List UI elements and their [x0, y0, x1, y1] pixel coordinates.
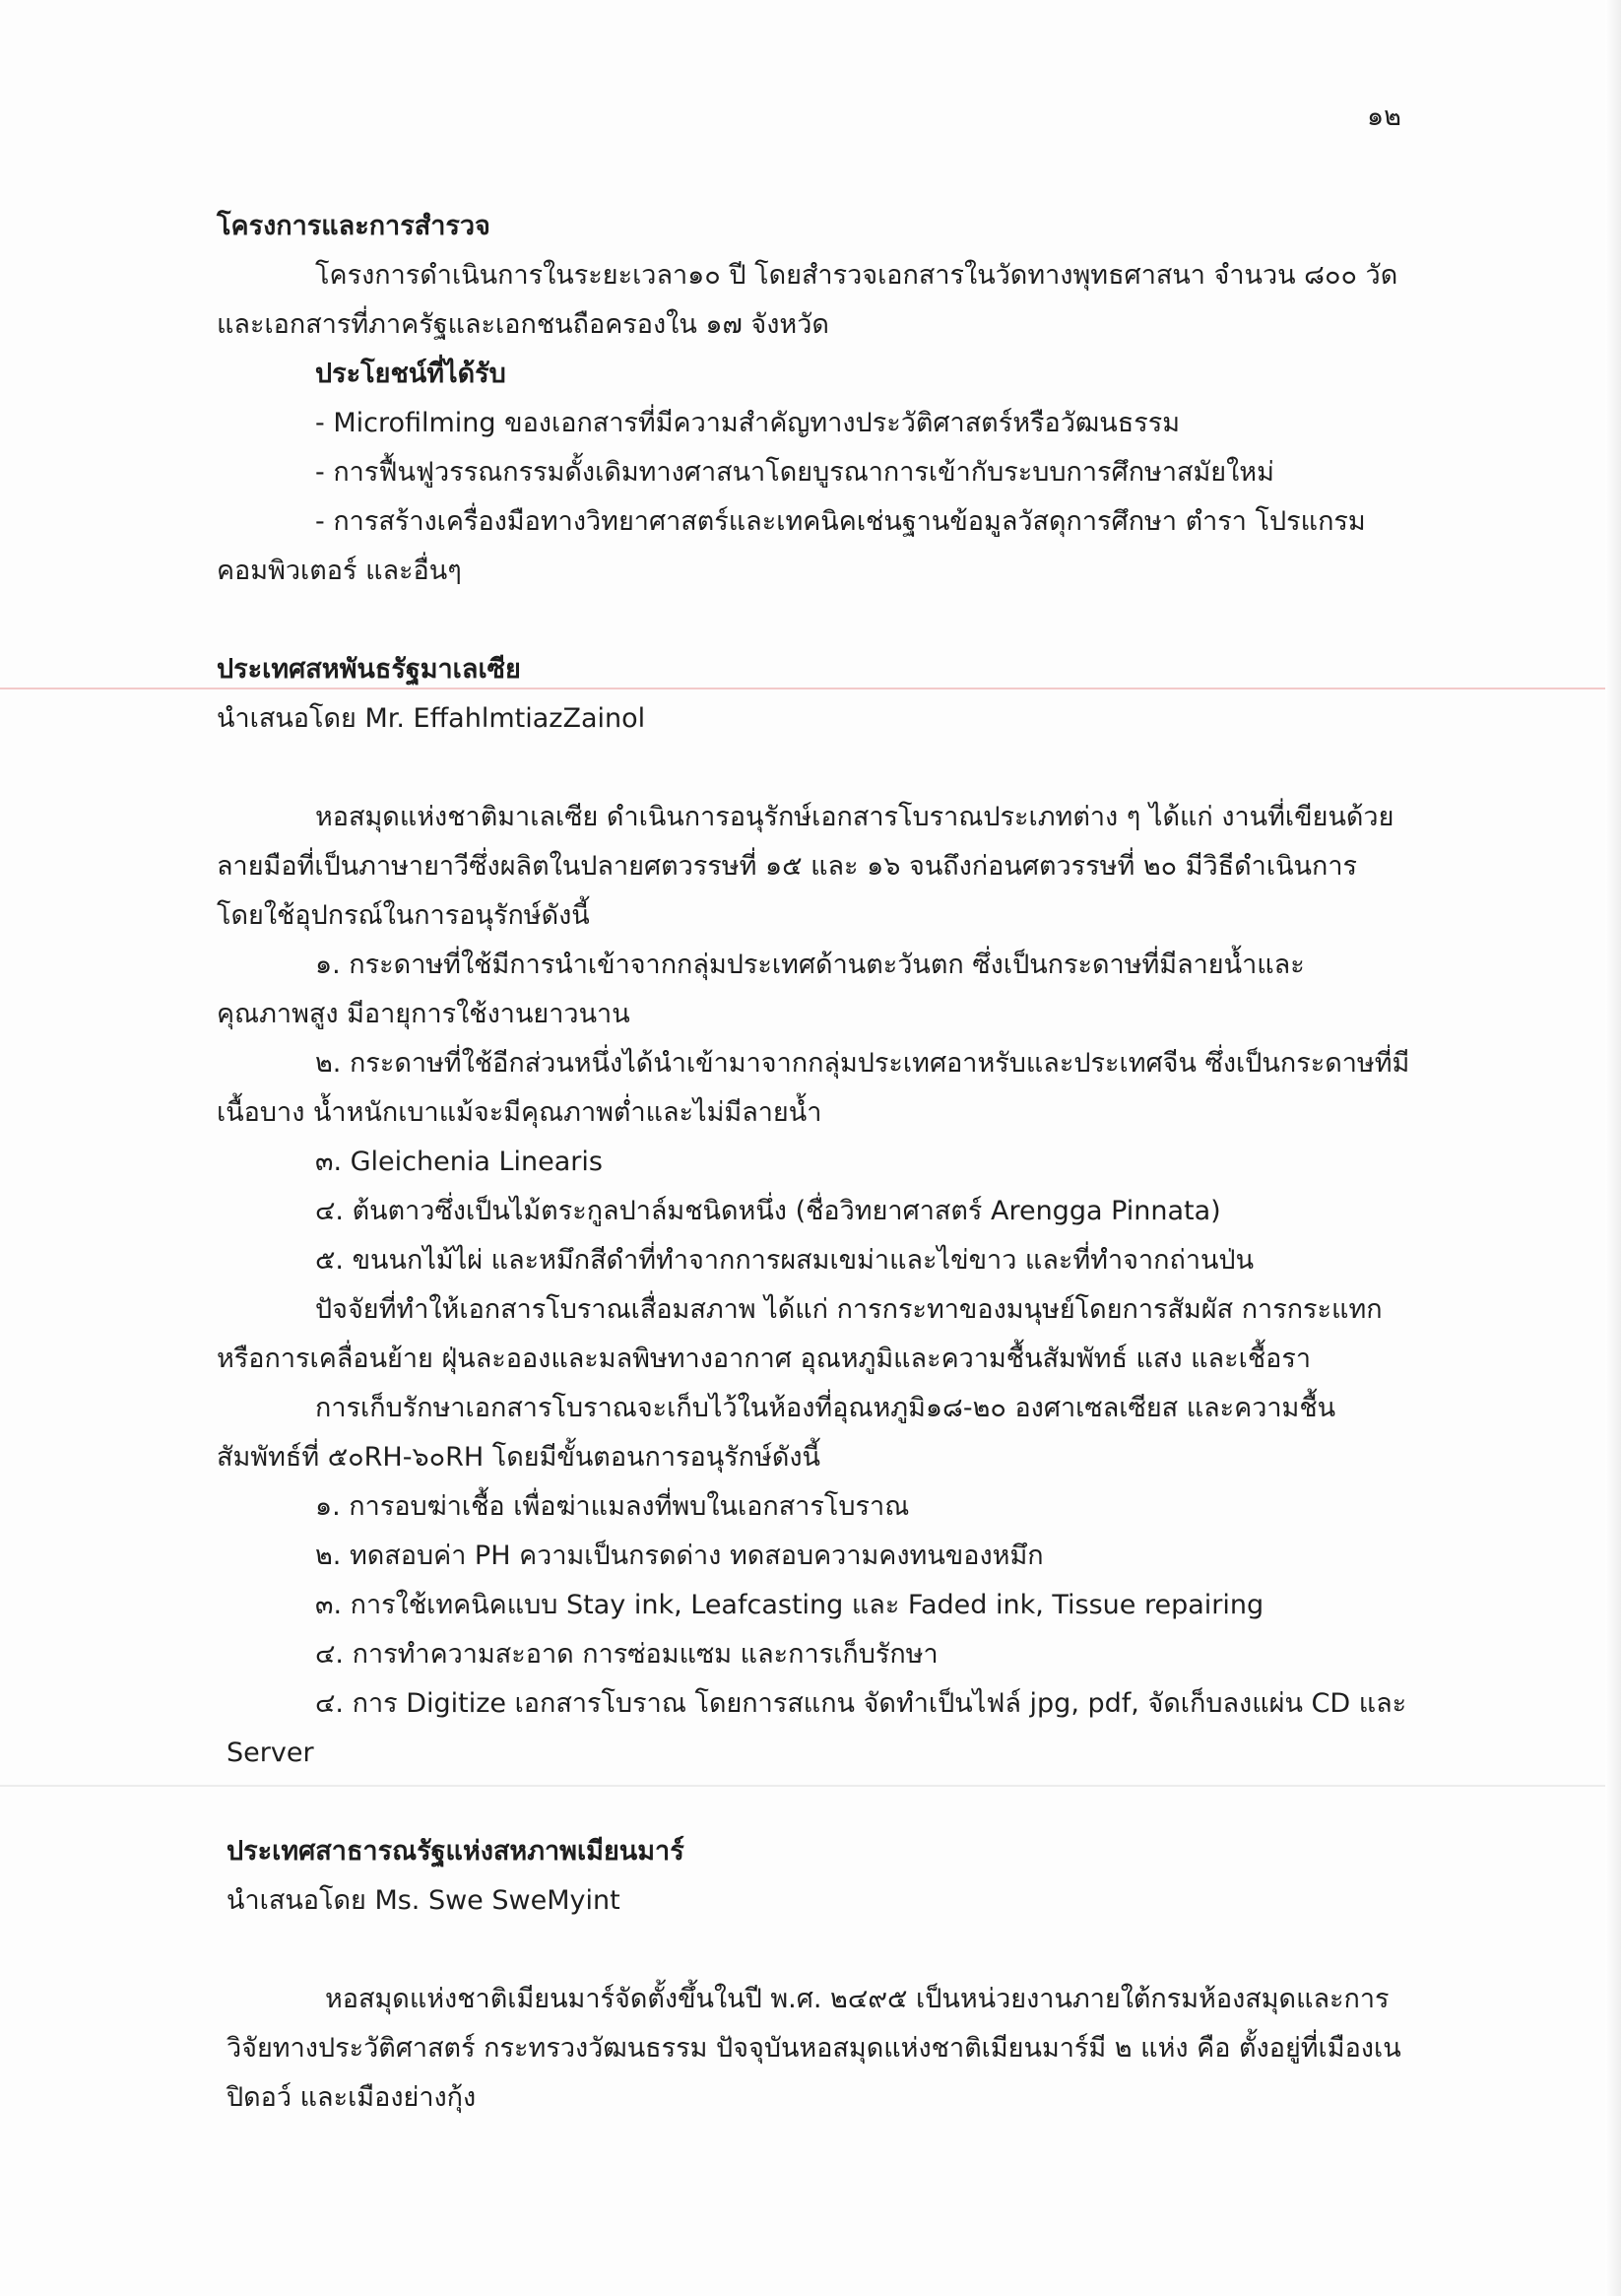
list-item: ๔. ต้นตาวซึ่งเป็นไม้ตระกูลปาล์มชนิดหนึ่ง (ชื่อวิทยาศาสตร์ Arengga Pinnata) [315, 1196, 1221, 1226]
list-item-continuation: คอมพิวเตอร์ และอื่นๆ [217, 556, 462, 586]
list-item: ๒. กระดาษที่ใช้อีกส่วนหนึ่งได้นำเข้ามาจากกลุ่มประเทศอาหรับและประเทศจีน ซึ่งเป็นกระดาษที่มี [315, 1048, 1410, 1079]
section-title: โครงการและการสำรวจ [217, 211, 490, 241]
list-item: ๑. กระดาษที่ใช้มีการนำเข้าจากกลุ่มประเทศด้านตะวันตก ซึ่งเป็นกระดาษที่มีลายน้ำและ [315, 950, 1305, 980]
paragraph-line: โดยใช้อุปกรณ์ในการอนุรักษ์ดังนี้ [217, 900, 590, 931]
paragraph-line: และเอกสารที่ภาครัฐและเอกชนถือครองใน ๑๗ จังหวัด [217, 309, 829, 340]
paragraph-line: วิจัยทางประวัติศาสตร์ กระทรวงวัฒนธรรม ปัจจุบันหอสมุดแห่งชาติเมียนมาร์มี ๒ แห่ง คือ ตั้งอยู่ที่เมืองเน [227, 2033, 1401, 2064]
paragraph-line: ลายมือที่เป็นภาษายาวีซึ่งผลิตในปลายศตวรรษที่ ๑๕ และ ๑๖ จนถึงก่อนศตวรรษที่ ๒๐ มีวิธีดำเนินการ [217, 851, 1357, 882]
list-item: - Microfilming ของเอกสารที่มีความสำคัญทางประวัติศาสตร์หรือวัฒนธรรม [315, 408, 1181, 438]
list-item: ๑. การอบฆ่าเชื้อ เพื่อฆ่าแมลงที่พบในเอกสารโบราณ [315, 1491, 910, 1522]
paragraph-line: ปัจจัยที่ทำให้เอกสารโบราณเสื่อมสภาพ ได้แก่ การกระทาของมนุษย์โดยการสัมผัส การกระแทก [315, 1294, 1383, 1325]
list-item-continuation: คุณภาพสูง มีอายุการใช้งานยาวนาน [217, 999, 630, 1029]
list-item: ๒. ทดสอบค่า PH ความเป็นกรดด่าง ทดสอบความคงทนของหมึก [315, 1541, 1044, 1571]
list-item: ๕. ขนนกไม้ไผ่ และหมึกสีดำที่ทำจากการผสมเขม่าและไข่ขาว และที่ทำจากถ่านป่น [315, 1245, 1255, 1276]
section-title: ประเทศสาธารณรัฐแห่งสหภาพเมียนมาร์ [227, 1836, 684, 1867]
paragraph-line: การเก็บรักษาเอกสารโบราณจะเก็บไว้ในห้องที่อุณหภูมิ๑๘-๒๐ องศาเซลเซียส และความชื้น [315, 1393, 1336, 1423]
presenter: นำเสนอโดย Ms. Swe SweMyint [227, 1885, 620, 1916]
presenter: นำเสนอโดย Mr. EffahlmtiazZainol [217, 703, 646, 734]
paragraph-line: ปิดอว์ และเมืองย่างกุ้ง [227, 2082, 477, 2113]
scan-artifact-line [0, 1785, 1605, 1787]
page-number: ๑๒ [1367, 101, 1401, 132]
page-edge-shadow [1605, 0, 1621, 2296]
paragraph-line: หอสมุดแห่งชาติมาเลเซีย ดำเนินการอนุรักษ์เอกสารโบราณประเภทต่าง ๆ ได้แก่ งานที่เขียนด้วย [315, 802, 1394, 832]
paragraph-line: หรือการเคลื่อนย้าย ฝุ่นละอองและมลพิษทางอากาศ อุณหภูมิและความชื้นสัมพัทธ์ แสง และเชื้อรา [217, 1344, 1312, 1374]
paragraph-line: หอสมุดแห่งชาติเมียนมาร์จัดตั้งขึ้นในปี พ.ศ. ๒๔๙๕ เป็นหน่วยงานภายใต้กรมห้องสมุดและการ [325, 1984, 1390, 2014]
paragraph-line: สัมพัทธ์ที่ ๕๐RH-๖๐RH โดยมีขั้นตอนการอนุรักษ์ดังนี้ [217, 1442, 820, 1473]
paragraph-line: โครงการดำเนินการในระยะเวลา๑๐ ปี โดยสำรวจเอกสารในวัดทางพุทธศาสนา จำนวน ๘๐๐ วัด [315, 260, 1398, 291]
section-title: ประเทศสหพันธรัฐมาเลเซีย [217, 654, 521, 685]
subheading: ประโยชน์ที่ได้รับ [315, 359, 506, 389]
list-item-continuation: เนื้อบาง น้ำหนักเบาแม้จะมีคุณภาพต่ำและไม่มีลายน้ำ [217, 1097, 822, 1128]
list-item: ๓. Gleichenia Linearis [315, 1147, 603, 1177]
list-item: - การสร้างเครื่องมือทางวิทยาศาสตร์และเทคนิคเช่นฐานข้อมูลวัสดุการศึกษา ตำรา โปรแกรม [315, 506, 1366, 537]
list-item: ๓. การใช้เทคนิคแบบ Stay ink, Leafcasting และ Faded ink, Tissue repairing [315, 1590, 1264, 1620]
list-item-continuation: Server [227, 1738, 314, 1768]
list-item: - การฟื้นฟูวรรณกรรมดั้งเดิมทางศาสนาโดยบูรณาการเข้ากับระบบการศึกษาสมัยใหม่ [315, 457, 1274, 488]
list-item: ๔. การ Digitize เอกสารโบราณ โดยการสแกน จัดทำเป็นไฟล์ jpg, pdf, จัดเก็บลงแผ่น CD และ [315, 1688, 1407, 1719]
list-item: ๔. การทำความสะอาด การซ่อมแซม และการเก็บรักษา [315, 1639, 939, 1670]
